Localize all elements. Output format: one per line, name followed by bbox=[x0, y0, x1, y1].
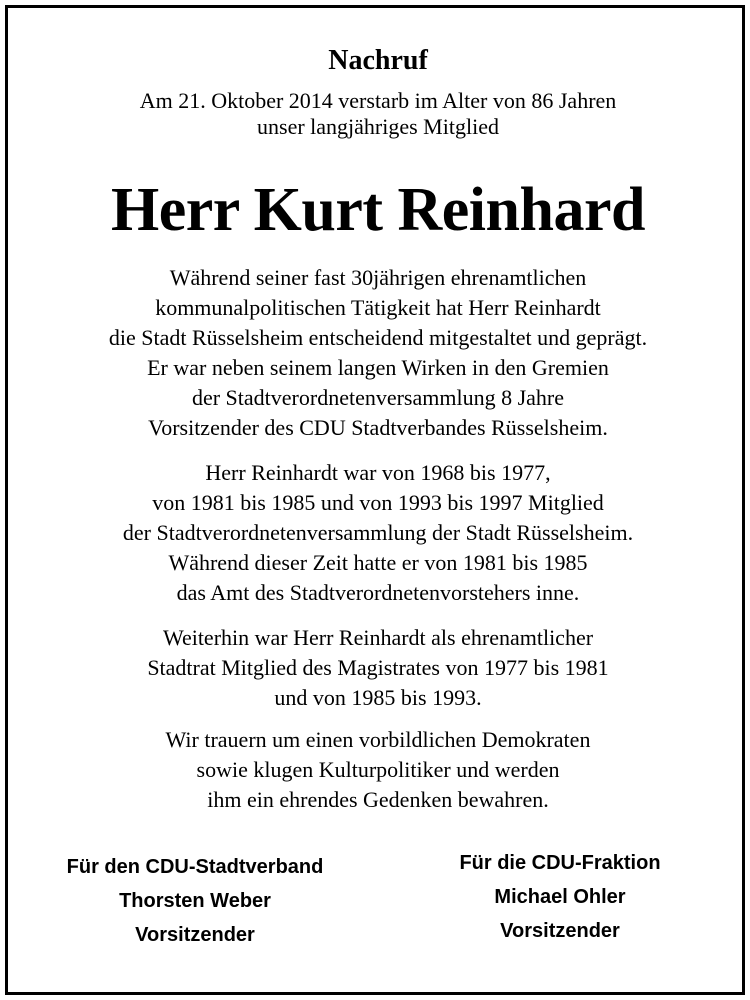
signature-fraktion bbox=[390, 846, 730, 948]
paragraph-membership bbox=[8, 458, 748, 608]
obituary-notice bbox=[5, 5, 745, 995]
paragraph-line: sowie klugen Kulturpolitiker und werden bbox=[196, 757, 560, 782]
intro-line: unser langjähriges Mitglied bbox=[257, 114, 499, 139]
signature-organization: Für die CDU-Fraktion bbox=[459, 852, 661, 874]
paragraph-line: Stadtrat Mitglied des Magistrates von 1977 bis 1981 bbox=[147, 655, 609, 680]
signature-role: Vorsitzender bbox=[135, 924, 255, 946]
intro-line: Am 21. Oktober 2014 verstarb im Alter von 86 Jahren bbox=[139, 88, 617, 113]
paragraph-line: Herr Reinhardt war von 1968 bis 1977, bbox=[205, 460, 551, 485]
paragraph-career bbox=[8, 263, 748, 443]
signature-person: Thorsten Weber bbox=[119, 890, 271, 912]
signature-role: Vorsitzender bbox=[500, 920, 620, 942]
deceased-name: Herr Kurt Reinhard bbox=[110, 176, 645, 244]
paragraph-magistrate bbox=[8, 623, 748, 713]
signature-stadtverband bbox=[20, 850, 370, 952]
paragraph-line: und von 1985 bis 1993. bbox=[274, 685, 482, 710]
paragraph-line: von 1981 bis 1985 und von 1993 bis 1997 Mitglied bbox=[152, 490, 604, 515]
paragraph-line: Während dieser Zeit hatte er von 1981 bis 1985 bbox=[168, 550, 588, 575]
intro-text bbox=[8, 88, 748, 140]
paragraph-line: Während seiner fast 30jährigen ehrenamtlichen bbox=[169, 265, 587, 290]
paragraph-line: der Stadtverordnetenversammlung der Stadt Rüsselsheim. bbox=[122, 520, 634, 545]
paragraph-line: das Amt des Stadtverordnetenvorstehers inne. bbox=[176, 580, 580, 605]
paragraph-line: Vorsitzender des CDU Stadtverbandes Rüsselsheim. bbox=[148, 415, 608, 440]
paragraph-line: die Stadt Rüsselsheim entscheidend mitgestaltet und geprägt. bbox=[108, 325, 648, 350]
signature-organization: Für den CDU-Stadtverband bbox=[66, 856, 324, 878]
signature-person: Michael Ohler bbox=[494, 886, 626, 908]
notice-heading: Nachruf bbox=[328, 45, 428, 76]
paragraph-mourning bbox=[8, 725, 748, 815]
paragraph-line: Er war neben seinem langen Wirken in den Gremien bbox=[147, 355, 609, 380]
paragraph-line: Weiterhin war Herr Reinhardt als ehrenamtlicher bbox=[162, 625, 594, 650]
paragraph-line: der Stadtverordnetenversammlung 8 Jahre bbox=[191, 385, 565, 410]
paragraph-line: kommunalpolitischen Tätigkeit hat Herr Reinhardt bbox=[155, 295, 601, 320]
paragraph-line: ihm ein ehrendes Gedenken bewahren. bbox=[207, 787, 549, 812]
paragraph-line: Wir trauern um einen vorbildlichen Demokraten bbox=[165, 727, 591, 752]
